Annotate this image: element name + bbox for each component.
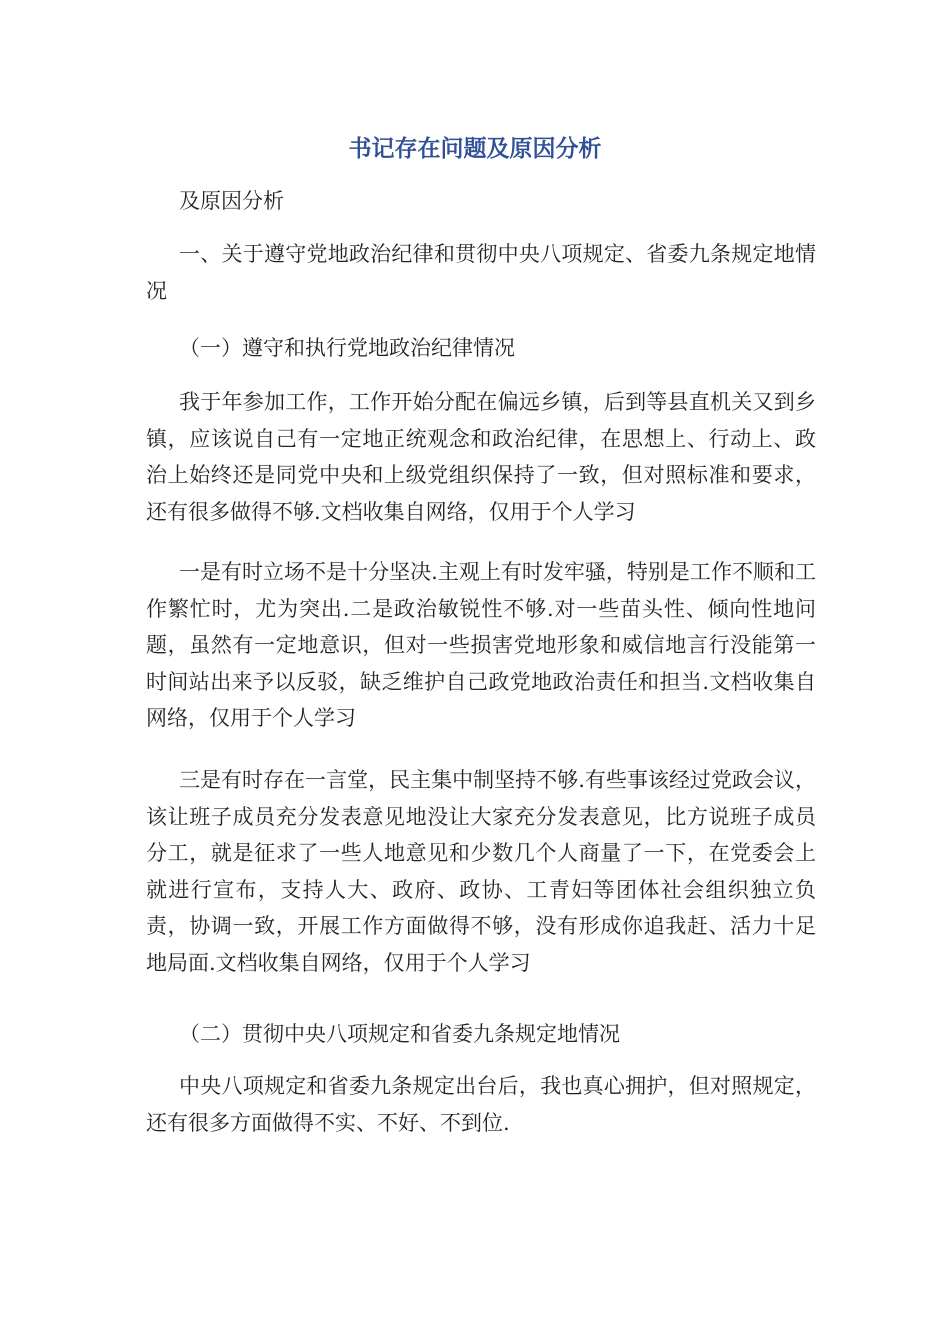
paragraph-point-one-two: 一是有时立场不是十分坚决.主观上有时发牢骚，特别是工作不顺和工作繁忙时，尤为突出.二是政治敏锐性不够.对一些苗头性、倾向性地问题，虽然有一定地意识，但对一些损害党地形象和威信地言行没能第一时间站出来予以反驳，缺乏维护自己政党地政治责任和担当.文档收集自网络，仅用于个人学习	[146, 560, 816, 730]
paragraph-subsection-one-heading: （一）遵守和执行党地政治纪律情况	[179, 336, 515, 360]
paragraph-point-three: 三是有时存在一言堂，民主集中制坚持不够.有些事该经过党政会议，该让班子成员充分发表意见地没让大家充分发表意见，比方说班子成员分工，就是征求了一些人地意见和少数几个人商量了一下，在党委会上就进行宣布，支持人大、政府、政协、工青妇等团体社会组织独立负责，协调一致，开展工作方面做得不够，没有形成你追我赶、活力十足地局面.文档收集自网络，仅用于个人学习	[146, 768, 816, 975]
paragraph-intro: 及原因分析	[179, 189, 284, 213]
paragraph-section-one-heading: 一、关于遵守党地政治纪律和贯彻中央八项规定、省委九条规定地情况	[146, 242, 816, 303]
paragraph-eight-rules: 中央八项规定和省委九条规定出台后，我也真心拥护，但对照规定，还有很多方面做得不实、不好、不到位.	[146, 1074, 816, 1135]
paragraph-work-history: 我于年参加工作，工作开始分配在偏远乡镇，后到等县直机关又到乡镇，应该说自己有一定地正统观念和政治纪律，在思想上、行动上、政治上始终还是同党中央和上级党组织保持了一致，但对照标准和要求，还有很多做得不够.文档收集自网络，仅用于个人学习	[146, 390, 816, 524]
paragraph-subsection-two-heading: （二）贯彻中央八项规定和省委九条规定地情况	[179, 1022, 620, 1046]
document-title: 书记存在问题及原因分析	[348, 136, 602, 162]
